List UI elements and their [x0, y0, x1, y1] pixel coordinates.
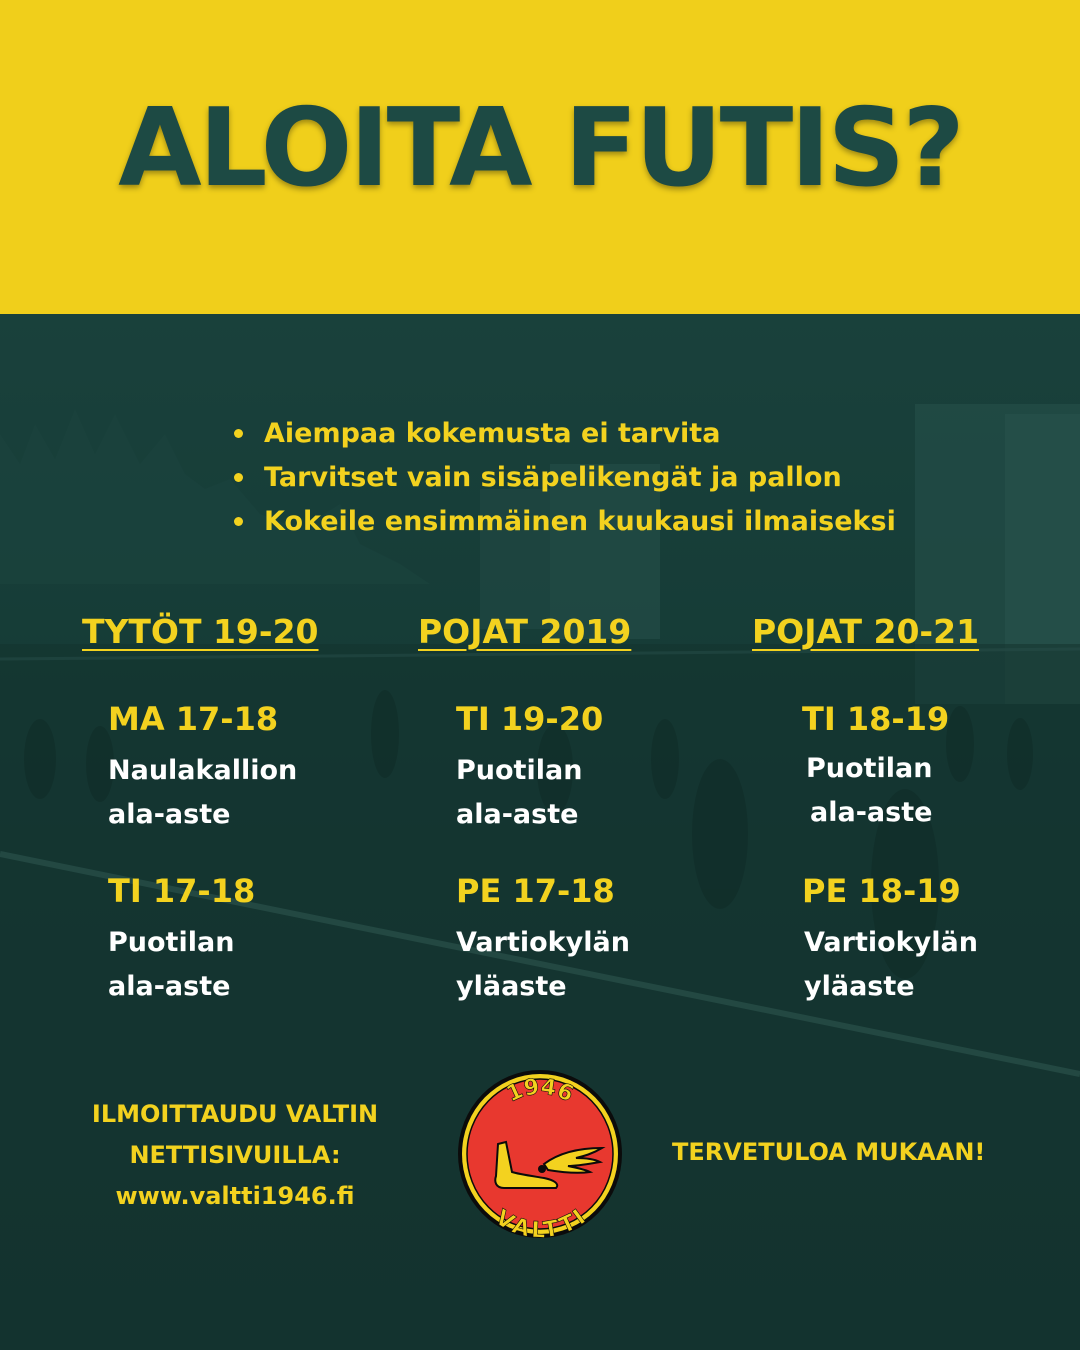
bullet-icon [234, 473, 243, 482]
slot-time: TI 17-18 [108, 872, 256, 910]
logo-name: VALTTI [490, 1205, 591, 1240]
slot-time: MA 17-18 [108, 700, 279, 738]
benefit-text: Tarvitset vain sisäpelikengät ja pallon [264, 462, 842, 493]
slot-place: Puotilan [108, 927, 235, 958]
slot-place: Puotilan [806, 753, 933, 784]
website-link[interactable]: www.valtti1946.fi [115, 1182, 355, 1210]
slot-place: ala-aste [810, 797, 933, 828]
signup-info [60, 1094, 410, 1217]
slot-place: yläaste [804, 971, 915, 1002]
club-logo [456, 1068, 624, 1240]
bullet-icon [234, 429, 243, 438]
group-heading-pojat-20-21: POJAT 20-21 [752, 612, 980, 651]
group-heading-tytot: TYTÖT 19-20 [82, 612, 319, 651]
slot-place: Puotilan [456, 755, 583, 786]
benefit-text: Kokeile ensimmäinen kuukausi ilmaiseksi [264, 506, 896, 537]
slot-place: yläaste [456, 971, 567, 1002]
slot-place: Vartiokylän [804, 927, 978, 958]
logo-year: 1946 [502, 1074, 578, 1108]
slot-place: Naulakallion [108, 755, 298, 786]
slot-time: TI 19-20 [456, 700, 604, 738]
slot-place: ala-aste [108, 971, 231, 1002]
page-title: ALOITA FUTIS? [118, 86, 962, 211]
signup-line: ILMOITTAUDU VALTIN [91, 1100, 379, 1128]
header-band [0, 0, 1080, 314]
benefit-item [232, 456, 896, 500]
slot-time: PE 17-18 [456, 872, 615, 910]
slot-time: TI 18-19 [802, 700, 950, 738]
welcome-text: TERVETULOA MUKAAN! [672, 1138, 986, 1166]
slot-place: ala-aste [108, 799, 231, 830]
slot-place: Vartiokylän [456, 927, 630, 958]
group-heading-pojat-2019: POJAT 2019 [418, 612, 632, 651]
slot-place: ala-aste [456, 799, 579, 830]
benefit-item [232, 412, 896, 456]
bullet-icon [234, 517, 243, 526]
benefit-item [232, 500, 896, 544]
signup-line: NETTISIVUILLA: [129, 1141, 341, 1169]
slot-time: PE 18-19 [802, 872, 961, 910]
benefits-list [232, 412, 896, 544]
benefit-text: Aiempaa kokemusta ei tarvita [264, 418, 721, 449]
